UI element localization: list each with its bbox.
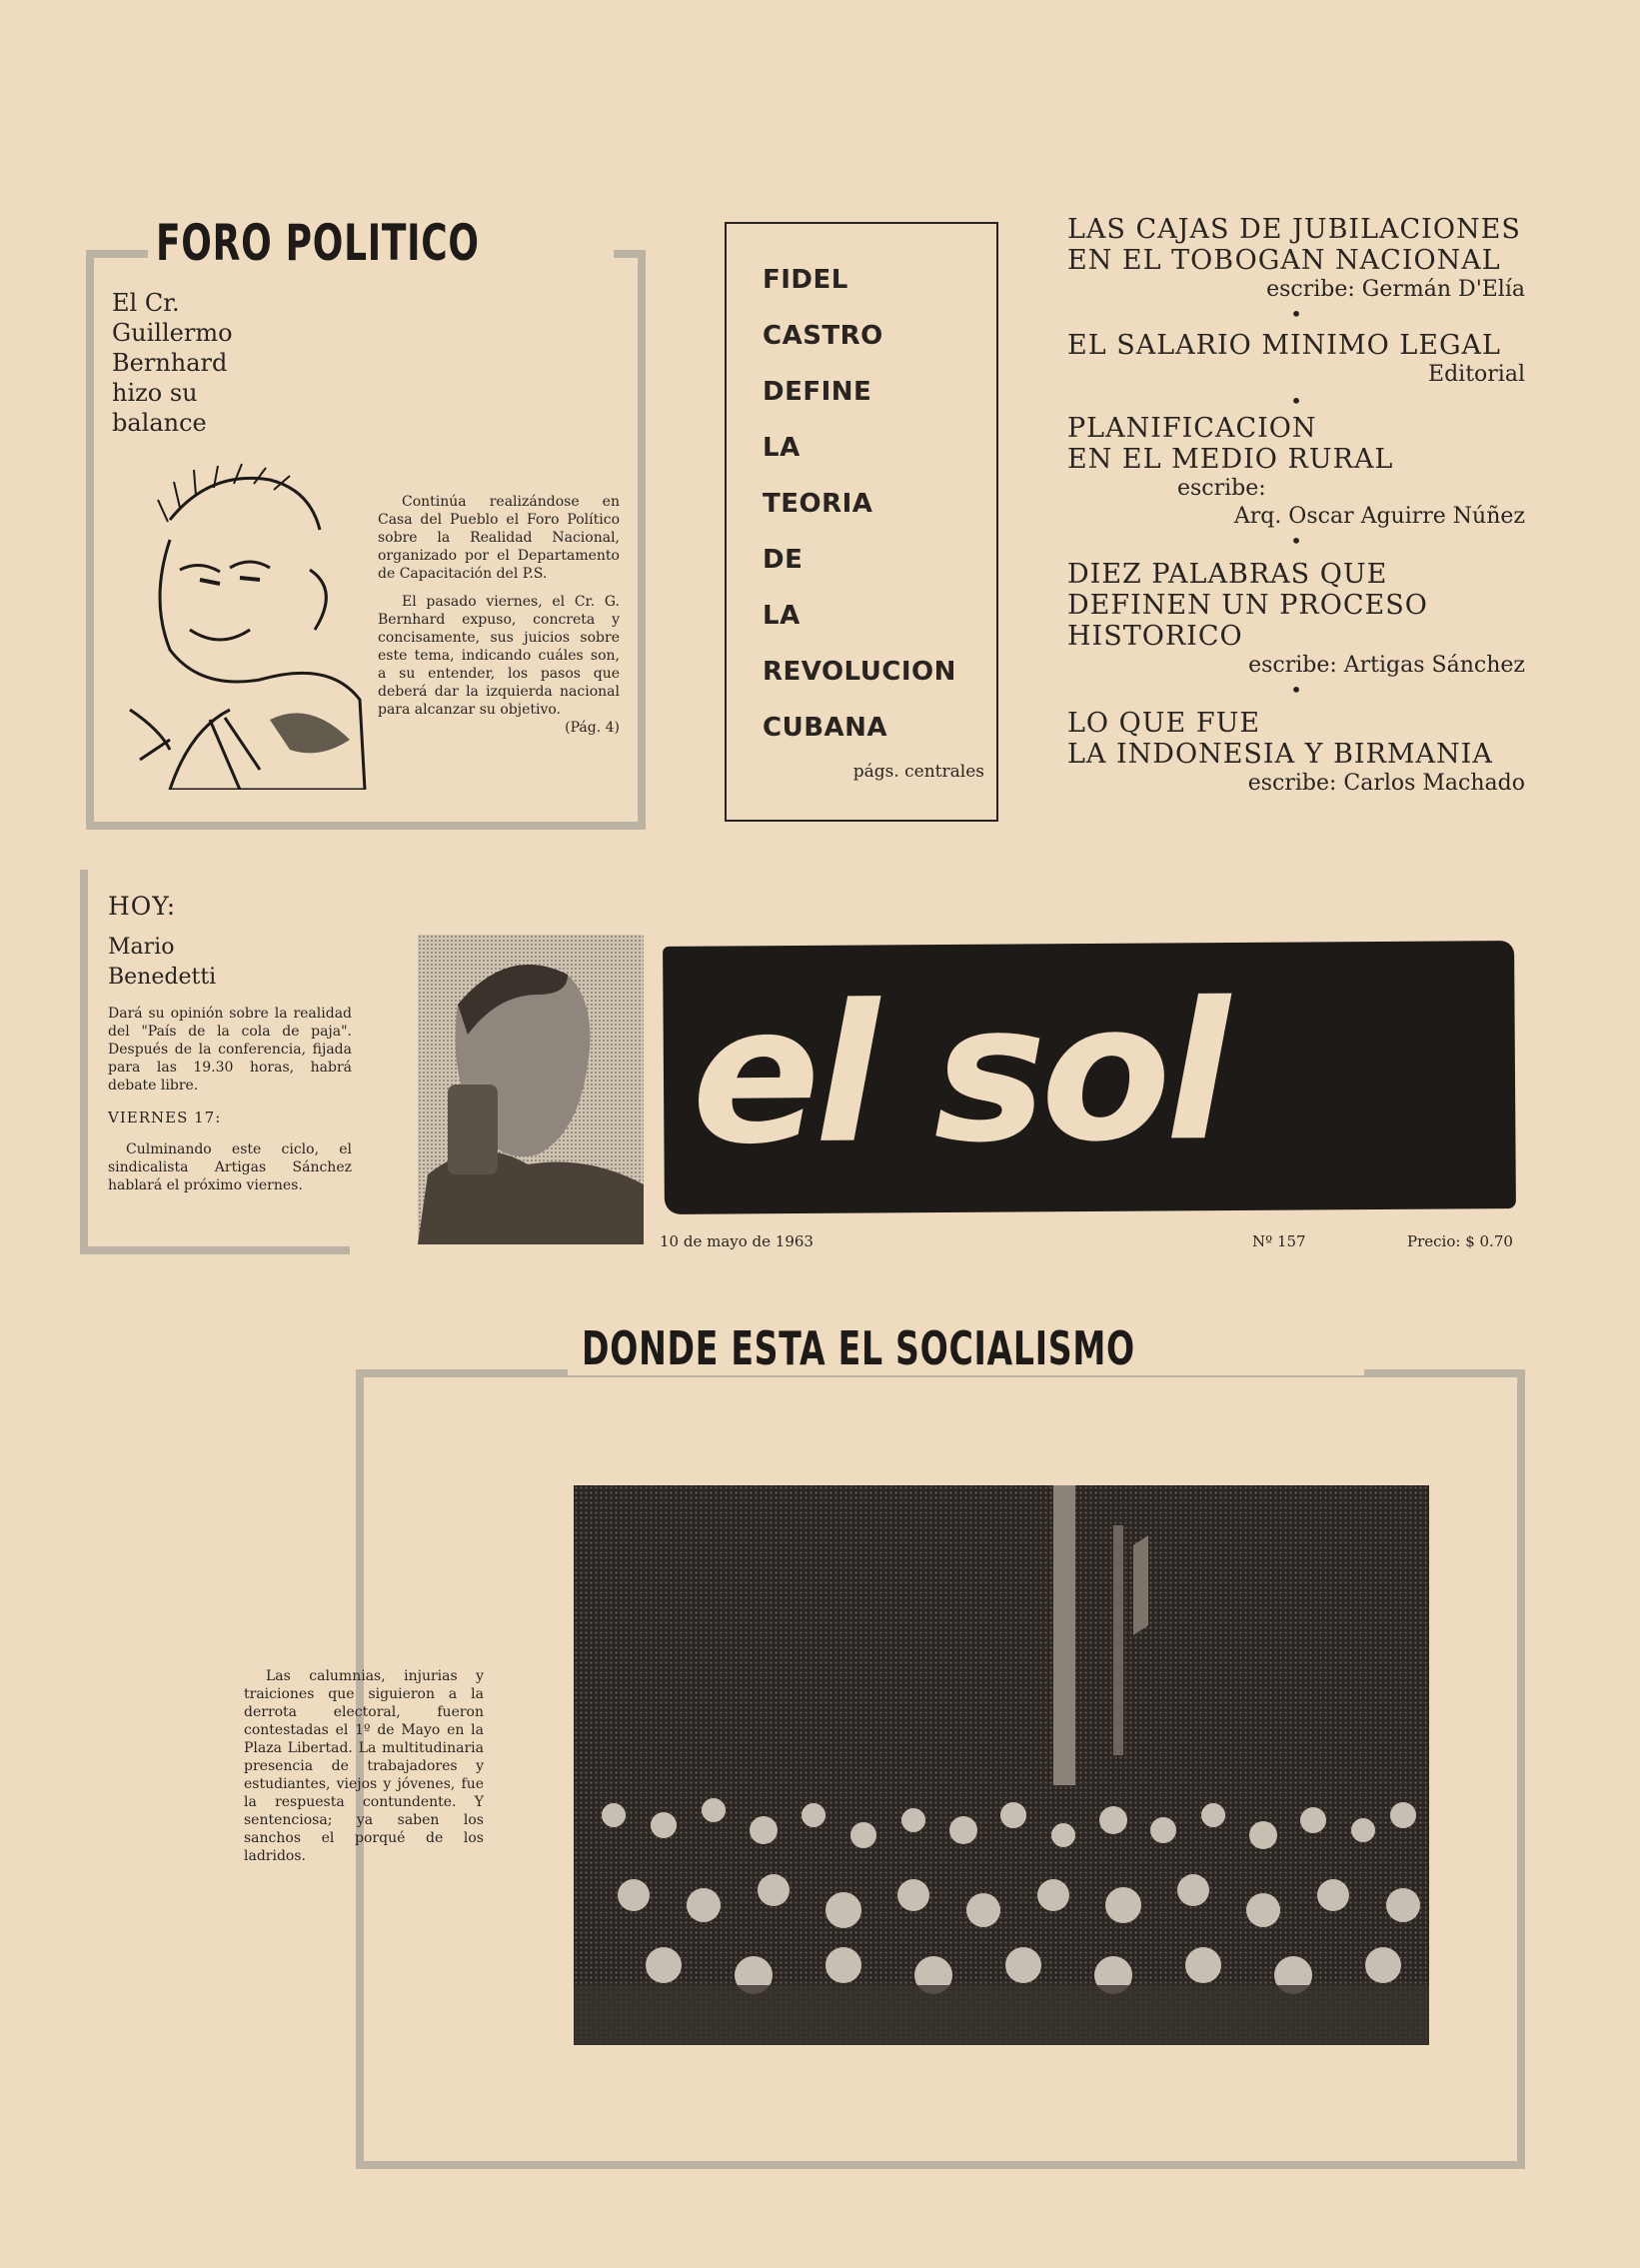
hoy-speaker: Mario Benedetti xyxy=(108,935,217,990)
socialismo-heading: DONDE ESTA EL SOCIALISMO xyxy=(568,1321,1364,1375)
fidel-page-note: págs. centrales xyxy=(852,762,984,782)
issue-number: Nº 157 xyxy=(1252,1232,1306,1250)
portrait-photo xyxy=(418,935,644,1244)
fidel-castro-box xyxy=(725,222,998,822)
fidel-headline: FIDEL CASTRO DEFINE LA TEORIA DE LA REVOLUCION CUBANA xyxy=(763,265,956,743)
page-reference: (Pág. 4) xyxy=(565,720,620,736)
socialismo-caption: Las calumnias, injurias y traiciones que siguieron a la derrota electoral, fueron contestadas el 1º de Mayo en la Plaza Libertad. La multitudinaria presencia de trabajadores y estudiantes, viejos y jóvenes, fue la respuesta contundente. Y sentenciosa; ya saben los sanchos el porqué de los ladridos. xyxy=(244,1668,484,1864)
bullet-separator: • xyxy=(1290,389,1302,413)
toc-item: PLANIFICACION EN EL MEDIO RURAL escribe: Arq. Oscar Aguirre Núñez xyxy=(1067,413,1525,529)
issue-date: 10 de mayo de 1963 xyxy=(660,1232,814,1250)
bullet-separator: • xyxy=(1290,302,1302,326)
masthead-title: el sol xyxy=(691,962,1225,1186)
toc-item: LAS CAJAS DE JUBILACIONES EN EL TOBOGAN NACIONAL escribe: Germán D'Elía xyxy=(1067,214,1525,302)
crowd-photo xyxy=(574,1485,1429,2045)
friday-description: Culminando este ciclo, el sindicalista Artigas Sánchez hablará el próximo viernes. xyxy=(108,1141,352,1193)
hoy-content xyxy=(108,892,352,1194)
table-of-contents xyxy=(1067,214,1525,798)
friday-label: VIERNES 17: xyxy=(108,1109,222,1127)
hoy-description: Dará su opinión sobre la realidad del "País de la cola de paja". Después de la conferencia, fijada para las 19.30 horas, habrá debate libre. xyxy=(108,1006,352,1094)
caricature-illustration xyxy=(110,460,375,790)
bullet-separator: • xyxy=(1290,529,1302,553)
toc-item: EL SALARIO MINIMO LEGAL Editorial xyxy=(1067,330,1525,387)
issue-price: Precio: $ 0.70 xyxy=(1407,1232,1513,1250)
masthead-banner xyxy=(663,941,1516,1214)
foro-article: Continúa realizándose en Casa del Pueblo el Foro Político sobre la Realidad Nacional, organizado por el Departamento de Capacitación del P.S. El pasado viernes, el Cr. G. Bernhard expuso, concreta y concisamente, sus juicios sobre este tema, indicando cuáles son, a su entender, los pasos que deberá dar la izquierda nacional para alcanzar su objetivo. (Pág. 4) xyxy=(378,494,620,736)
foro-heading: FORO POLITICO xyxy=(148,214,614,272)
foro-subhead: El Cr. Guillermo Bernhard hizo su balance xyxy=(112,289,233,437)
toc-item: DIEZ PALABRAS QUE DEFINEN UN PROCESO HISTORICO escribe: Artigas Sánchez xyxy=(1067,559,1525,678)
hoy-label: HOY: xyxy=(108,892,177,921)
bullet-separator: • xyxy=(1290,678,1302,702)
toc-item: LO QUE FUE LA INDONESIA Y BIRMANIA escribe: Carlos Machado xyxy=(1067,708,1525,796)
